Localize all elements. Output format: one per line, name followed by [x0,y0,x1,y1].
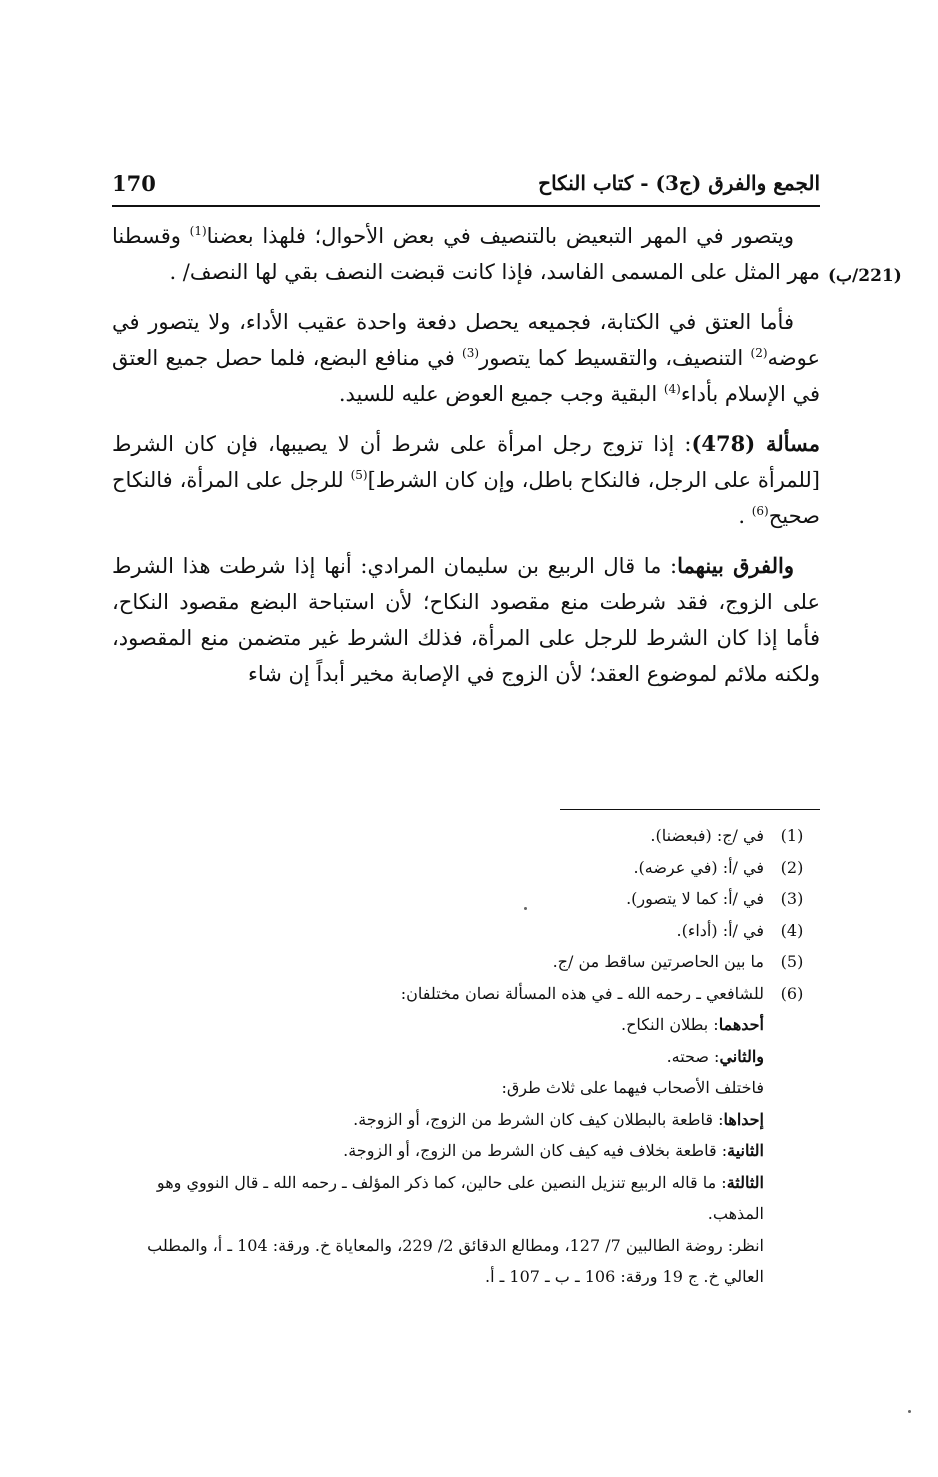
footnote-number: (5) [780,952,804,971]
footnote-number: (3) [780,889,804,908]
footnote-6-line-2 [112,1041,820,1073]
page-header [112,164,820,202]
footnote-separator [560,809,820,810]
footnote-text: للشافعي ـ رحمه الله ـ في هذه المسألة نصان مختلفان: [400,983,764,1003]
footnote-6 [112,978,820,1010]
footnote-text: في /أ: كما لا يتصور). [626,889,764,908]
footnote-3 [112,883,820,915]
footnote-6-line-4 [112,1104,820,1136]
footnote-6-text-method-2: : قاطعة بخلاف فيه كيف كان الشرط من الزوج، أو الزوجة. [343,1141,728,1160]
footnote-number: (6) [780,983,804,1003]
paragraph-1-text-b: وقسطنا مهر المثل على المسمى الفاسد، فإذا كانت قبضت النصف بقي لها النصف/ . [112,224,820,284]
paragraph-2 [112,304,820,412]
footnote-6-label-method-2: الثانية [727,1141,764,1160]
footnote-6-label-first: أحدهما [718,1015,764,1034]
page-number: 170 [112,170,156,196]
footnote-6-line-6 [112,1167,820,1230]
footnote-6-text-second: : صحته. [666,1046,720,1066]
main-text [112,218,820,706]
paragraph-2-text-a: فأما العتق في الكتابة، فجميعه يحصل دفعة واحدة عقيب الأداء، ولا يتصور في عوضه [112,310,820,370]
issue-label: مسألة (478) [691,431,820,456]
footnote-number: (4) [780,920,804,940]
footnote-6-label-method-3: الثالثة [726,1172,764,1192]
footnotes [112,820,820,1293]
footnote-text: في /أ: (في عرضه). [633,857,764,877]
paragraph-2-text-c: في منافع البضع، فلما حصل جميع العتق في الإسلام بأداء [112,346,820,406]
paragraph-1-text-a: ويتصور في المهر التبعيض بالتنصيف في بعض الأحوال؛ فلهذا بعضنا [206,224,794,248]
footnote-6-text-method-1: : قاطعة بالبطلان كيف كان الشرط من الزوج، أو الزوجة. [353,1109,724,1129]
footnote-ref-3: (3) [462,346,480,360]
paragraph-2-text-d: البقية وجب جميع العوض عليه للسيد. [338,382,664,406]
footnote-4 [112,915,820,947]
footnote-1 [112,820,820,852]
footnote-ref-6: (6) [751,504,769,518]
paragraph-4 [112,548,820,692]
footnote-ref-2: (2) [750,346,768,360]
footnote-6-line-5 [112,1135,820,1167]
footnote-6-label-second: والثاني [719,1046,764,1066]
paragraph-2-text-b: التنصيف، والتقسيط كما يتصور [479,346,751,370]
footnote-ref-4: (4) [663,382,681,396]
running-title: الجمع والفرق (ج3) - كتاب النكاح [538,171,820,195]
paragraph-3-text-c: . [738,504,752,528]
footnote-6-text-method-3: : ما قاله الربيع تنزيل النصين على حالين، كما ذكر المؤلف ـ رحمه الله ـ قال النووي وهو المذهب. [156,1172,764,1223]
footnote-ref-1: (1) [189,224,207,238]
footnote-6-label-method-1: إحداها [723,1109,764,1129]
footnote-6-line-1 [112,1009,820,1041]
footnote-number: (1) [780,826,804,845]
footnote-text: في /أ: (أداء). [676,920,764,940]
footnote-6-text-first: : بطلان النكاح. [620,1015,719,1034]
manuscript-folio-marker: (221/ب) [828,266,902,286]
footnote-2 [112,852,820,884]
footnote-number: (2) [780,857,804,877]
scan-speck [908,1410,911,1413]
footnote-ref-5: (5) [350,468,368,482]
paragraph-3-text-b: للرجل على المرأة، فالنكاح صحيح [112,468,820,528]
paragraph-4-text: : ما قال الربيع بن سليمان المرادي: أنها إذا شرطت هذا الشرط على الزوج، فقد شرطت منع مقصود النكاح؛ لأن استباحة البضع مقصود النكاح، فأما إذا كان الشرط للرجل على المرأة، فذلك الشرط غير متضمن منع المقصود، ولكنه ملائم لموضوع العقد؛ لأن الزوج في الإصابة مخير أبداً إن شاء [112,554,820,686]
scan-speck [524,907,527,910]
paragraph-3-text-a: : إذا تزوج رجل امرأة على شرط أن لا يصيبها، فإن كان الشرط [للمرأة على الرجل، فالنكاح باطل، وإن كان الشرط] [112,432,820,492]
footnote-5 [112,946,820,978]
footnote-text: ما بين الحاصرتين ساقط من /ج. [552,952,764,971]
footnote-6-references: انظر: روضة الطالبين 7/ 127، ومطالع الدقائق 2/ 229، والمعاياة خ. ورقة: 104 ـ أ، والمطلب العالي خ. ج 19 ورقة: 106 ـ ب ـ 107 ـ أ. [147,1235,764,1286]
footnote-text: في /ج: (فبعضنا). [650,826,764,845]
header-rule [112,205,820,207]
difference-label: والفرق بينهما [677,553,794,578]
footnote-6-line-3: فاختلف الأصحاب فيهما على ثلاث طرق: [501,1078,764,1097]
paragraph-1 [112,218,820,290]
paragraph-3 [112,426,820,534]
